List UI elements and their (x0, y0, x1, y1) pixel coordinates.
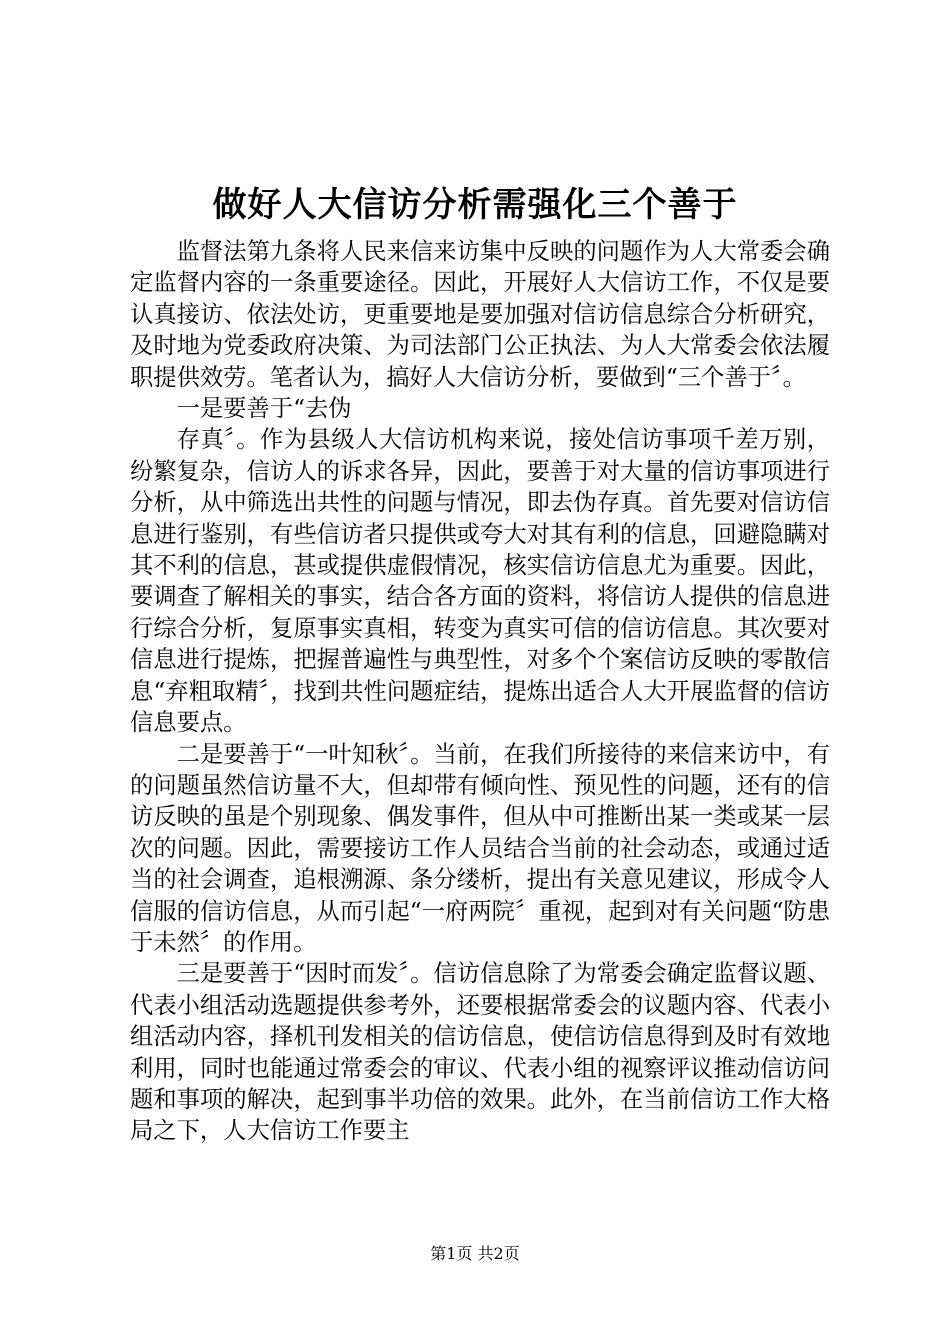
paragraph-point-one-body: 存真〞。作为县级人大信访机构来说，接处信访事项千差万别，纷繁复杂，信访人的诉求各异，因此，要善于对大量的信访事项进行分析，从中筛选出共性的问题与情况，即去伪存真。首先要对信访信息进行鉴别，有些信访者只提供或夸大对其有利的信息，回避隐瞒对其不利的信息，甚或提供虚假情况，核实信访信息尤为重要。因此，要调查了解相关的事实，结合各方面的资料，将信访人提供的信息进行综合分析，复原事实真相，转变为真实可信的信访信息。其次要对信息进行提炼，把握普遍性与典型性，对多个个案信访反映的零散信息“弃粗取精〞，找到共性问题症结，提炼出适合人大开展监督的信访信息要点。 (130, 426, 830, 737)
paragraph-point-two: 二是要善于“一叶知秋〞。当前，在我们所接待的来信来访中，有的问题虽然信访量不大，但却带有倾向性、预见性的问题，还有的信访反映的虽是个别现象、偶发事件，但从中可推断出某一类或某一层次的问题。因此，需要接访工作人员结合当前的社会动态，或通过适当的社会调查，追根溯源、条分缕析，提出有关意见建议，形成令人信服的信访信息，从而引起“一府两院〞重视，起到对有关问题“防患于未然〞的作用。 (130, 740, 830, 956)
document-title: 做好人大信访分析需强化三个善于 (212, 185, 738, 225)
page-number-footer: 第1页 共2页 (430, 1244, 520, 1263)
paragraph-point-one-heading: 一是要善于“去伪 (176, 395, 352, 423)
document-body (130, 236, 830, 1147)
paragraph-point-three: 三是要善于“因时而发〞。信访信息除了为常委会确定监督议题、代表小组活动选题提供参考外，还要根据常委会的议题内容、代表小组活动内容，择机刊发相关的信访信息，使信访信息得到及时有效地利用，同时也能通过常委会的审议、代表小组的视察评议推动信访问题和事项的解决，起到事半功倍的效果。此外，在当前信访工作大格局之下，人大信访工作要主 (130, 960, 830, 1145)
paragraph-intro: 监督法第九条将人民来信来访集中反映的问题作为人大常委会确定监督内容的一条重要途径。因此，开展好人大信访工作，不仅是要认真接访、依法处访，更重要地是要加强对信访信息综合分析研究，及时地为党委政府决策、为司法部门公正执法、为人大常委会依法履职提供效劳。笔者认为，搞好人大信访分析，要做到“三个善于〞。 (130, 238, 830, 391)
